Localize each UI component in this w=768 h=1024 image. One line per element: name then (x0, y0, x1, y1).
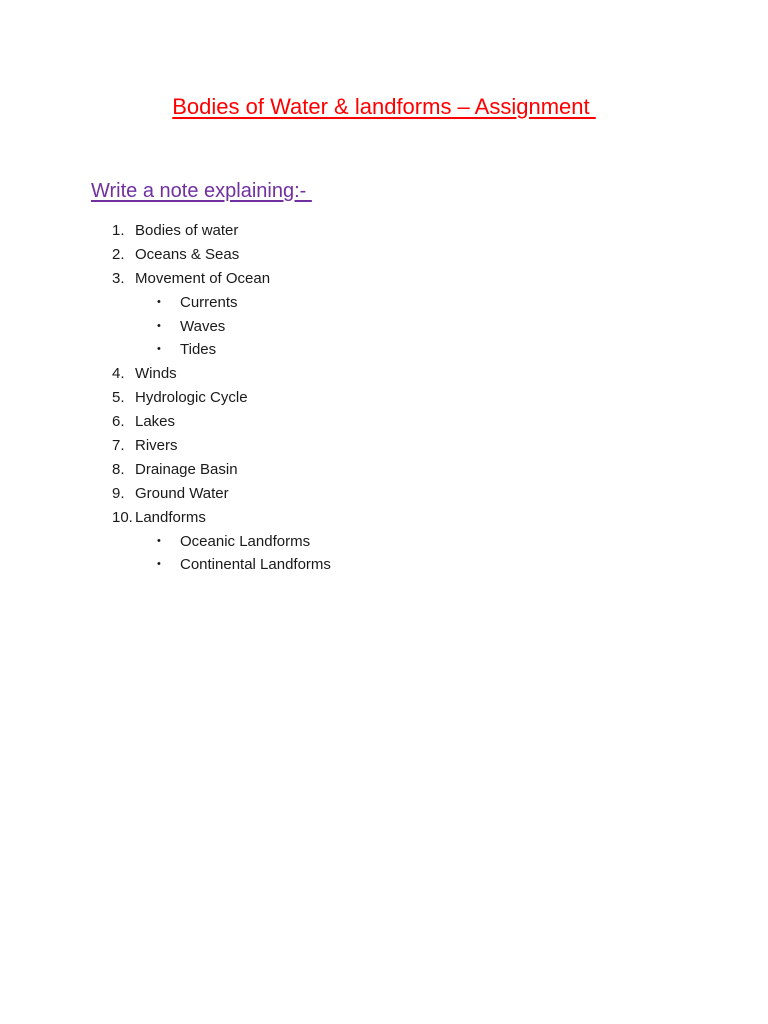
bullet-icon: • (157, 558, 161, 571)
list-item-text: Lakes (135, 413, 176, 431)
sub-list-item (0, 553, 768, 577)
assignment-title: Bodies of Water & landforms – Assignment (172, 94, 596, 119)
list-item (0, 362, 768, 386)
list-item (0, 410, 768, 434)
list-item (0, 219, 768, 243)
list-number: 5. (112, 389, 125, 407)
list-number: 8. (112, 460, 125, 478)
list-item-text: Hydrologic Cycle (135, 389, 248, 407)
list-item-text: Movement of Ocean (135, 269, 271, 287)
sub-list-item-text: Oceanic Landforms (180, 532, 311, 550)
sub-list-item-text: Tides (180, 341, 217, 359)
sub-list-item-text: Waves (180, 317, 226, 335)
list-item-text: Ground Water (135, 484, 229, 502)
sub-list-item (0, 315, 768, 339)
list-item (0, 434, 768, 458)
list-item-text: Drainage Basin (135, 460, 238, 478)
list-item (0, 267, 768, 291)
sub-list-item (0, 338, 768, 362)
bullet-icon: • (157, 534, 161, 547)
list-item-text: Rivers (135, 437, 178, 455)
list-item (0, 506, 768, 530)
list-number: 4. (112, 365, 125, 383)
sub-list-item-text: Continental Landforms (180, 556, 331, 574)
list-number: 6. (112, 413, 125, 431)
topic-list (0, 219, 768, 577)
list-number: 1. (112, 222, 125, 239)
list-item (0, 386, 768, 410)
assignment-subtitle: Write a note explaining:- (91, 180, 312, 202)
list-number: 3. (112, 269, 125, 287)
list-item-text: Bodies of water (135, 222, 239, 239)
list-item-text: Winds (135, 365, 177, 383)
sub-list-item (0, 291, 768, 315)
list-number: 10. (112, 508, 133, 526)
sub-list-item-text: Currents (180, 293, 238, 311)
list-number: 2. (112, 245, 125, 263)
list-item-text: Oceans & Seas (135, 245, 240, 263)
sub-list-item (0, 530, 768, 554)
list-item (0, 482, 768, 506)
bullet-icon: • (157, 343, 161, 356)
list-number: 9. (112, 484, 125, 502)
bullet-icon: • (157, 319, 161, 332)
list-item-text: Landforms (135, 508, 206, 526)
bullet-icon: • (157, 295, 161, 308)
list-number: 7. (112, 437, 125, 455)
list-item (0, 458, 768, 482)
list-item (0, 243, 768, 267)
